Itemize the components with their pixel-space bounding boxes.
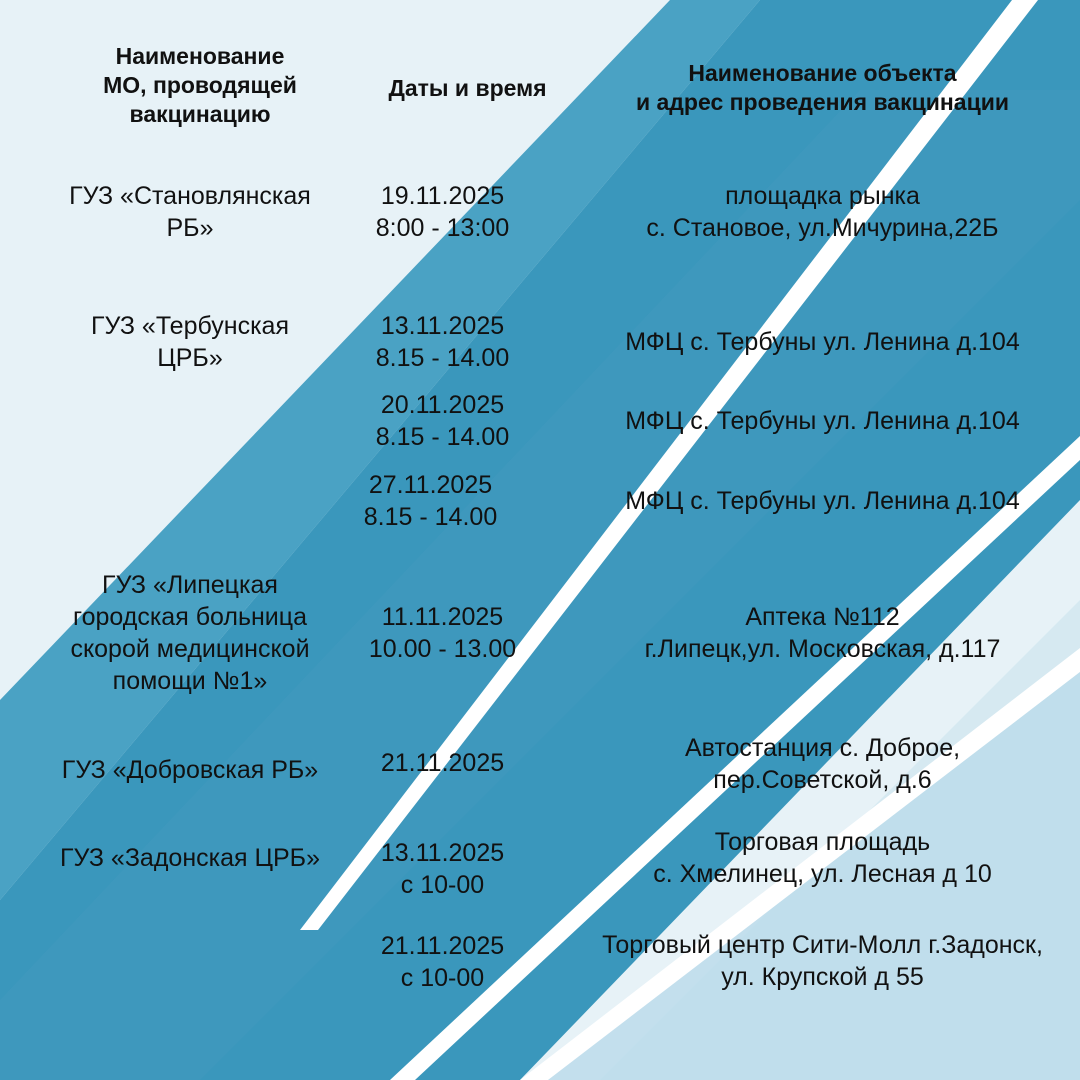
header-dates: Даты и время xyxy=(388,75,547,101)
header-org: Наименование МО, проводящей вакцинацию xyxy=(103,43,297,127)
cell-date: 19.11.2025 8:00 - 13:00 xyxy=(375,182,510,242)
cell-date: 11.11.2025 10.00 - 13.00 xyxy=(368,603,517,663)
cell-place: МФЦ с. Тербуны ул. Ленина д.104 xyxy=(625,328,1020,356)
cell-org: ГУЗ «Добровская РБ» xyxy=(61,756,319,784)
cell-org: ГУЗ «Задонская ЦРБ» xyxy=(60,844,320,872)
cell-place: площадка рынка с. Становое, ул.Мичурина,22Б xyxy=(646,182,999,242)
cell-date: 27.11.2025 8.15 - 14.00 xyxy=(363,471,498,531)
cell-date: 20.11.2025 8.15 - 14.00 xyxy=(375,391,510,451)
cell-org: ГУЗ «Липецкая городская больница скорой медицинской помощи №1» xyxy=(70,571,310,695)
cell-date: 13.11.2025 с 10-00 xyxy=(380,839,505,899)
cell-place: МФЦ с. Тербуны ул. Ленина д.104 xyxy=(625,487,1020,515)
cell-place: Торговый центр Сити-Молл г.Задонск, ул. Крупской д 55 xyxy=(602,931,1043,991)
header-place: Наименование объекта и адрес проведения вакцинации xyxy=(635,60,1009,115)
cell-org: ГУЗ «Тербунская ЦРБ» xyxy=(91,312,289,372)
cell-place: Автостанция с. Доброе, пер.Советской, д.6 xyxy=(684,734,961,794)
cell-date: 21.11.2025 с 10-00 xyxy=(380,932,505,992)
cell-date: 21.11.2025 xyxy=(380,749,505,777)
cell-place: Торговая площадь с. Хмелинец, ул. Лесная д 10 xyxy=(653,828,992,888)
cell-org: ГУЗ «Становлянская РБ» xyxy=(69,182,311,242)
cell-place: Аптека №112 г.Липецк,ул. Московская, д.117 xyxy=(644,603,1001,663)
cell-place: МФЦ с. Тербуны ул. Ленина д.104 xyxy=(625,407,1020,435)
cell-date: 13.11.2025 8.15 - 14.00 xyxy=(375,312,510,372)
